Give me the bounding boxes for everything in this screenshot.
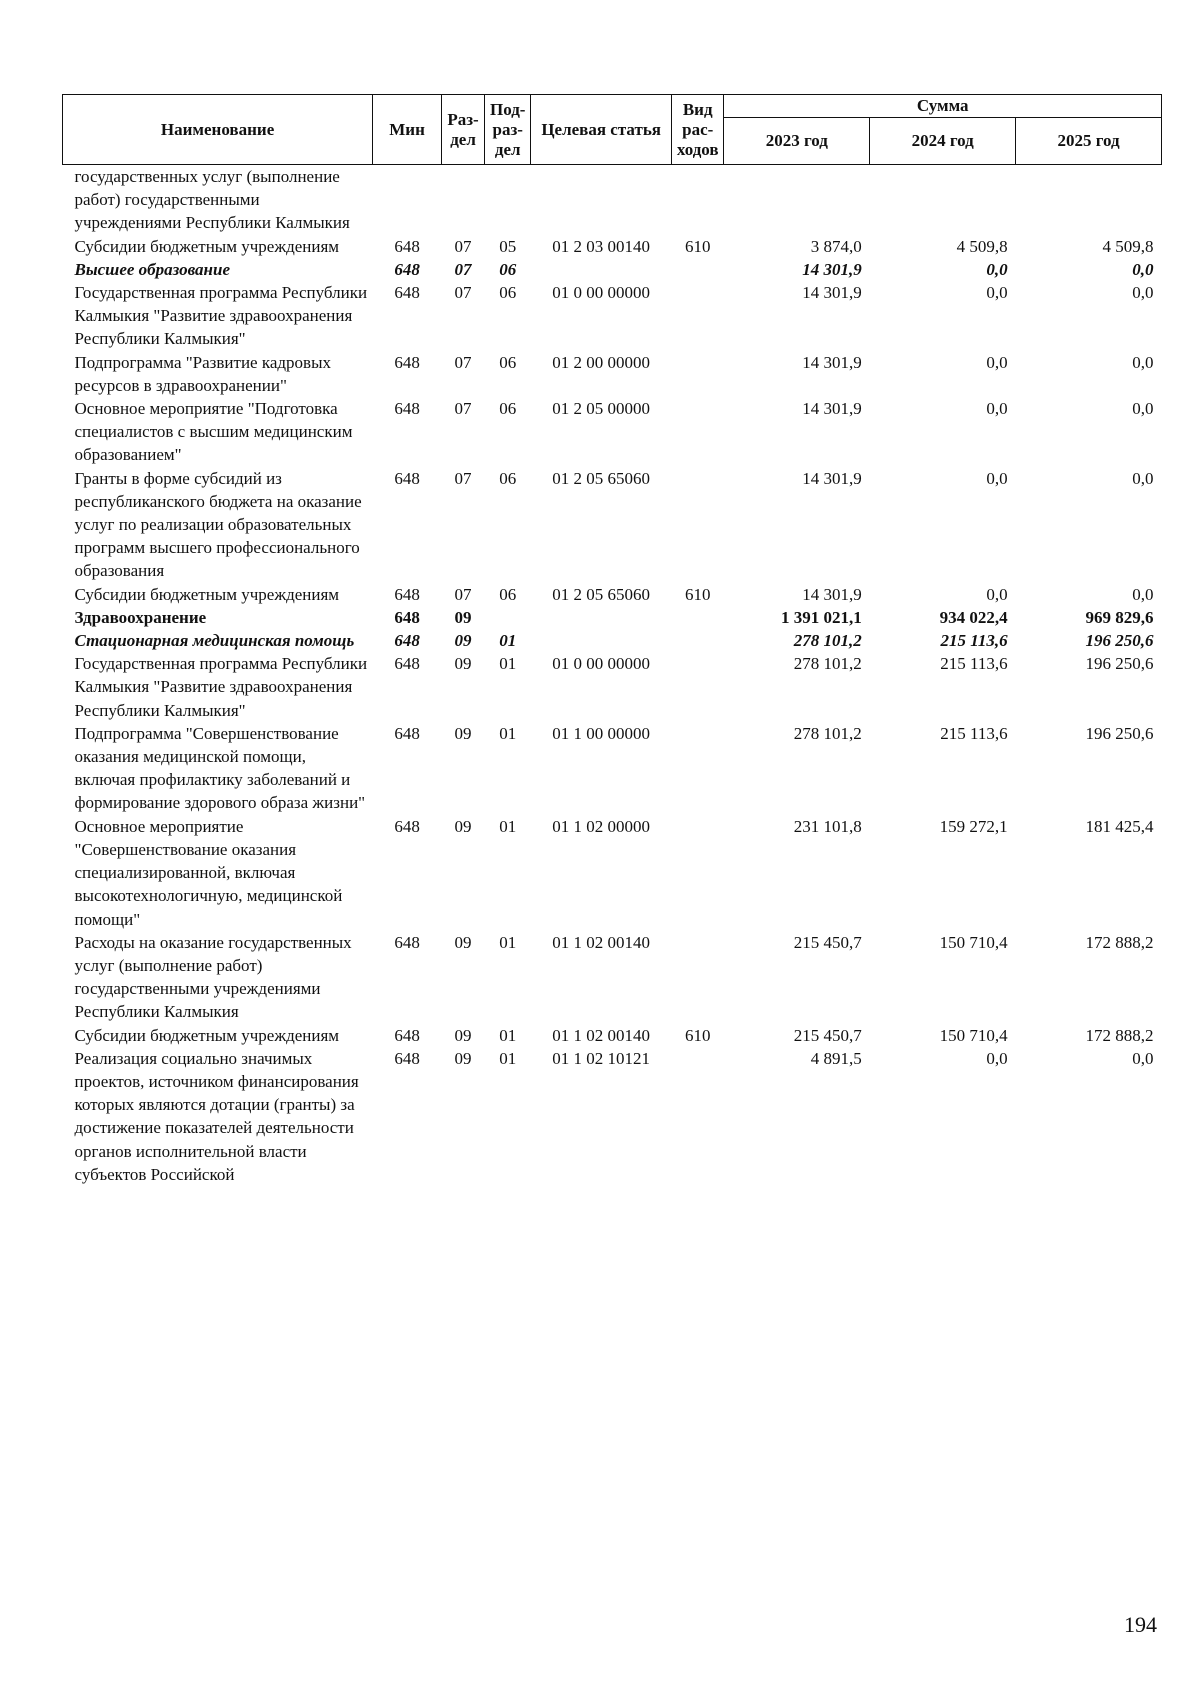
cell-vid bbox=[672, 1047, 724, 1186]
cell-celevaya: 01 0 00 00000 bbox=[552, 654, 651, 674]
cell-min: 648 bbox=[394, 1025, 420, 1045]
table-row bbox=[63, 583, 1162, 606]
cell-name: Стационарная медицинская помощь bbox=[74, 631, 355, 651]
cell-razdel: 07 bbox=[454, 584, 472, 604]
cell-vid bbox=[672, 397, 724, 467]
cell-celevaya: 01 2 05 00000 bbox=[552, 399, 651, 419]
table-row bbox=[63, 235, 1162, 258]
header-summa: Сумма bbox=[724, 95, 1162, 118]
table-row bbox=[63, 815, 1162, 931]
cell-year-2024: 150 710,4 bbox=[939, 932, 1008, 952]
header-name: Наименование bbox=[63, 95, 373, 165]
cell-name: Реализация социально значимых проектов, источником финансирования которых являются дотации (гранты) за достижение показателей деятельности органов исполнительной власти субъектов Российской bbox=[74, 1048, 359, 1184]
cell-name: Здравоохранение bbox=[74, 607, 207, 627]
cell-razdel: 09 bbox=[454, 1025, 472, 1045]
cell-year-2025: 0,0 bbox=[1132, 352, 1154, 372]
cell-year-2024: 0,0 bbox=[986, 352, 1008, 372]
cell-year-2025: 0,0 bbox=[1132, 1048, 1154, 1068]
cell-vid: 610 bbox=[684, 584, 711, 604]
cell-celevaya: 01 1 02 10121 bbox=[552, 1048, 651, 1068]
table-row bbox=[63, 606, 1162, 629]
cell-podrazdel: 05 bbox=[499, 236, 517, 256]
cell-podrazdel bbox=[485, 606, 531, 629]
cell-year-2023: 14 301,9 bbox=[802, 352, 862, 372]
cell-min: 648 bbox=[394, 816, 420, 836]
cell-celevaya: 01 2 03 00140 bbox=[552, 236, 651, 256]
header-year-2023: 2023 год bbox=[724, 118, 870, 165]
cell-vid bbox=[672, 722, 724, 815]
table-row bbox=[63, 1024, 1162, 1047]
table-row bbox=[63, 258, 1162, 281]
cell-year-2024: 0,0 bbox=[986, 468, 1008, 488]
cell-name: Субсидии бюджетным учреждениям bbox=[74, 584, 340, 604]
cell-celevaya: 01 2 05 65060 bbox=[552, 584, 651, 604]
header-year-2025: 2025 год bbox=[1016, 118, 1162, 165]
cell-celevaya bbox=[531, 629, 672, 652]
cell-min: 648 bbox=[394, 352, 420, 372]
header-podrazdel: Под-раз-дел bbox=[485, 95, 531, 165]
cell-year-2024: 215 113,6 bbox=[940, 654, 1008, 674]
cell-celevaya: 01 1 02 00140 bbox=[552, 932, 651, 952]
cell-podrazdel: 06 bbox=[499, 584, 517, 604]
cell-year-2024: 215 113,6 bbox=[940, 723, 1008, 743]
cell-year-2025: 0,0 bbox=[1132, 399, 1154, 419]
cell-year-2023: 278 101,2 bbox=[793, 631, 862, 651]
cell-year-2023: 215 450,7 bbox=[793, 932, 862, 952]
cell-year-2025: 0,0 bbox=[1132, 584, 1154, 604]
cell-min: 648 bbox=[394, 283, 420, 303]
cell-name: Субсидии бюджетным учреждениям bbox=[74, 1025, 340, 1045]
cell-min: 648 bbox=[394, 259, 420, 279]
cell-min: 648 bbox=[394, 1048, 420, 1068]
cell-razdel: 09 bbox=[454, 723, 472, 743]
cell-razdel: 09 bbox=[454, 816, 472, 836]
cell-name: Государственная программа Республики Калмыкия "Развитие здравоохранения Республики Калмыкия" bbox=[74, 283, 368, 349]
cell-celevaya: 01 2 05 65060 bbox=[552, 468, 651, 488]
cell-razdel: 07 bbox=[454, 399, 472, 419]
cell-podrazdel: 01 bbox=[499, 932, 517, 952]
cell-year-2023: 3 874,0 bbox=[810, 236, 862, 256]
cell-celevaya bbox=[531, 165, 672, 235]
cell-year-2024 bbox=[870, 165, 1016, 235]
cell-year-2024: 159 272,1 bbox=[939, 816, 1008, 836]
table-header bbox=[63, 95, 1162, 165]
table-row bbox=[63, 467, 1162, 583]
cell-year-2023: 215 450,7 bbox=[793, 1025, 862, 1045]
cell-celevaya: 01 0 00 00000 bbox=[552, 283, 651, 303]
table-row bbox=[63, 722, 1162, 815]
cell-year-2025: 172 888,2 bbox=[1085, 932, 1154, 952]
table-body bbox=[63, 165, 1162, 1186]
cell-razdel: 07 bbox=[454, 283, 472, 303]
cell-podrazdel: 01 bbox=[499, 816, 517, 836]
header-vid: Вид рас-ходов bbox=[672, 95, 724, 165]
cell-year-2023: 14 301,9 bbox=[802, 399, 862, 419]
cell-name: Расходы на оказание государственных услуг (выполнение работ) государственными учреждениями Республики Калмыкия bbox=[74, 932, 352, 1022]
cell-year-2024: 0,0 bbox=[986, 283, 1008, 303]
cell-vid bbox=[672, 931, 724, 1024]
cell-year-2025: 196 250,6 bbox=[1085, 654, 1154, 674]
cell-min bbox=[373, 165, 442, 235]
cell-year-2023: 1 391 021,1 bbox=[781, 607, 862, 627]
cell-razdel: 09 bbox=[454, 631, 472, 651]
cell-name: Государственная программа Республики Калмыкия "Развитие здравоохранения Республики Калмыкия" bbox=[74, 654, 368, 720]
cell-name: Гранты в форме субсидий из республиканского бюджета на оказание услуг по реализации образовательных программ высшего профессионального образования bbox=[74, 468, 362, 581]
cell-year-2024: 0,0 bbox=[986, 1048, 1008, 1068]
cell-min: 648 bbox=[394, 654, 420, 674]
cell-min: 648 bbox=[394, 236, 420, 256]
header-min: Мин bbox=[373, 95, 442, 165]
table-row bbox=[63, 652, 1162, 722]
cell-year-2024: 4 509,8 bbox=[956, 236, 1008, 256]
cell-min: 648 bbox=[394, 399, 420, 419]
cell-year-2023: 14 301,9 bbox=[802, 584, 862, 604]
cell-razdel: 09 bbox=[454, 607, 472, 627]
cell-min: 648 bbox=[394, 607, 420, 627]
cell-name: Подпрограмма "Развитие кадровых ресурсов в здравоохранении" bbox=[74, 352, 331, 395]
cell-year-2025: 172 888,2 bbox=[1085, 1025, 1154, 1045]
budget-table bbox=[62, 94, 1162, 1186]
cell-name: Подпрограмма "Совершенствование оказания медицинской помощи, включая профилактику заболеваний и формирование здорового образа жизни" bbox=[74, 723, 366, 813]
cell-podrazdel: 01 bbox=[499, 1048, 517, 1068]
cell-year-2023: 14 301,9 bbox=[802, 259, 862, 279]
cell-year-2025 bbox=[1016, 165, 1162, 235]
cell-podrazdel bbox=[485, 165, 531, 235]
cell-vid bbox=[672, 258, 724, 281]
header-razdel: Раз-дел bbox=[441, 95, 484, 165]
cell-vid: 610 bbox=[684, 236, 711, 256]
cell-year-2025: 0,0 bbox=[1132, 468, 1154, 488]
cell-vid bbox=[672, 815, 724, 931]
cell-year-2025: 4 509,8 bbox=[1102, 236, 1154, 256]
cell-razdel: 09 bbox=[454, 932, 472, 952]
cell-name: Субсидии бюджетным учреждениям bbox=[74, 236, 340, 256]
cell-year-2024: 0,0 bbox=[986, 399, 1008, 419]
cell-podrazdel: 01 bbox=[499, 631, 517, 651]
cell-razdel: 07 bbox=[454, 236, 472, 256]
cell-year-2023: 4 891,5 bbox=[810, 1048, 862, 1068]
cell-celevaya bbox=[531, 258, 672, 281]
cell-year-2025: 0,0 bbox=[1132, 259, 1154, 279]
cell-vid bbox=[672, 165, 724, 235]
cell-razdel bbox=[441, 165, 484, 235]
cell-razdel: 09 bbox=[454, 1048, 472, 1068]
cell-celevaya bbox=[531, 606, 672, 629]
table-row bbox=[63, 629, 1162, 652]
table-row bbox=[63, 931, 1162, 1024]
cell-podrazdel: 06 bbox=[499, 259, 517, 279]
cell-name: Основное мероприятие "Подготовка специалистов с высшим медицинским образованием" bbox=[74, 399, 353, 465]
cell-podrazdel: 06 bbox=[499, 283, 517, 303]
cell-razdel: 09 bbox=[454, 654, 472, 674]
cell-year-2023: 278 101,2 bbox=[793, 723, 862, 743]
cell-vid bbox=[672, 629, 724, 652]
cell-min: 648 bbox=[394, 584, 420, 604]
cell-year-2025: 181 425,4 bbox=[1085, 816, 1154, 836]
cell-vid bbox=[672, 467, 724, 583]
cell-min: 648 bbox=[394, 932, 420, 952]
cell-year-2023: 14 301,9 bbox=[802, 468, 862, 488]
cell-vid bbox=[672, 351, 724, 397]
table-row bbox=[63, 1047, 1162, 1186]
cell-year-2023: 14 301,9 bbox=[802, 283, 862, 303]
table-row bbox=[63, 351, 1162, 397]
cell-celevaya: 01 2 00 00000 bbox=[552, 352, 651, 372]
cell-year-2025: 969 829,6 bbox=[1085, 607, 1154, 627]
cell-year-2024: 934 022,4 bbox=[939, 607, 1008, 627]
cell-year-2025: 196 250,6 bbox=[1085, 631, 1154, 651]
page-number: 194 bbox=[1124, 1612, 1157, 1637]
cell-year-2025: 196 250,6 bbox=[1085, 723, 1154, 743]
table-row bbox=[63, 397, 1162, 467]
cell-min: 648 bbox=[394, 631, 420, 651]
cell-name: Основное мероприятие "Совершенствование оказания специализированной, включая высокотехнологичную, медицинской помощи" bbox=[74, 816, 343, 929]
cell-vid bbox=[672, 652, 724, 722]
cell-min: 648 bbox=[394, 723, 420, 743]
cell-vid: 610 bbox=[684, 1025, 711, 1045]
cell-razdel: 07 bbox=[454, 259, 472, 279]
cell-podrazdel: 06 bbox=[499, 352, 517, 372]
cell-podrazdel: 01 bbox=[499, 723, 517, 743]
cell-year-2023 bbox=[724, 165, 870, 235]
cell-vid bbox=[672, 281, 724, 351]
table-row bbox=[63, 281, 1162, 351]
cell-podrazdel: 01 bbox=[499, 654, 517, 674]
cell-name: государственных услуг (выполнение работ) государственными учреждениями Республики Калмыкия bbox=[74, 167, 350, 233]
cell-year-2023: 278 101,2 bbox=[793, 654, 862, 674]
cell-year-2025: 0,0 bbox=[1132, 283, 1154, 303]
cell-podrazdel: 06 bbox=[499, 468, 517, 488]
cell-min: 648 bbox=[394, 468, 420, 488]
cell-podrazdel: 01 bbox=[499, 1025, 517, 1045]
cell-name: Высшее образование bbox=[74, 259, 230, 279]
cell-year-2024: 215 113,6 bbox=[940, 631, 1008, 651]
cell-year-2024: 0,0 bbox=[986, 584, 1008, 604]
header-year-2024: 2024 год bbox=[870, 118, 1016, 165]
cell-celevaya: 01 1 02 00140 bbox=[552, 1025, 651, 1045]
cell-year-2024: 0,0 bbox=[986, 259, 1008, 279]
cell-celevaya: 01 1 00 00000 bbox=[552, 723, 651, 743]
table-row bbox=[63, 165, 1162, 235]
cell-celevaya: 01 1 02 00000 bbox=[552, 816, 651, 836]
cell-podrazdel: 06 bbox=[499, 399, 517, 419]
cell-year-2024: 150 710,4 bbox=[939, 1025, 1008, 1045]
cell-year-2023: 231 101,8 bbox=[793, 816, 862, 836]
cell-razdel: 07 bbox=[454, 468, 472, 488]
cell-razdel: 07 bbox=[454, 352, 472, 372]
cell-vid bbox=[672, 606, 724, 629]
header-celevaya: Целевая статья bbox=[531, 95, 672, 165]
